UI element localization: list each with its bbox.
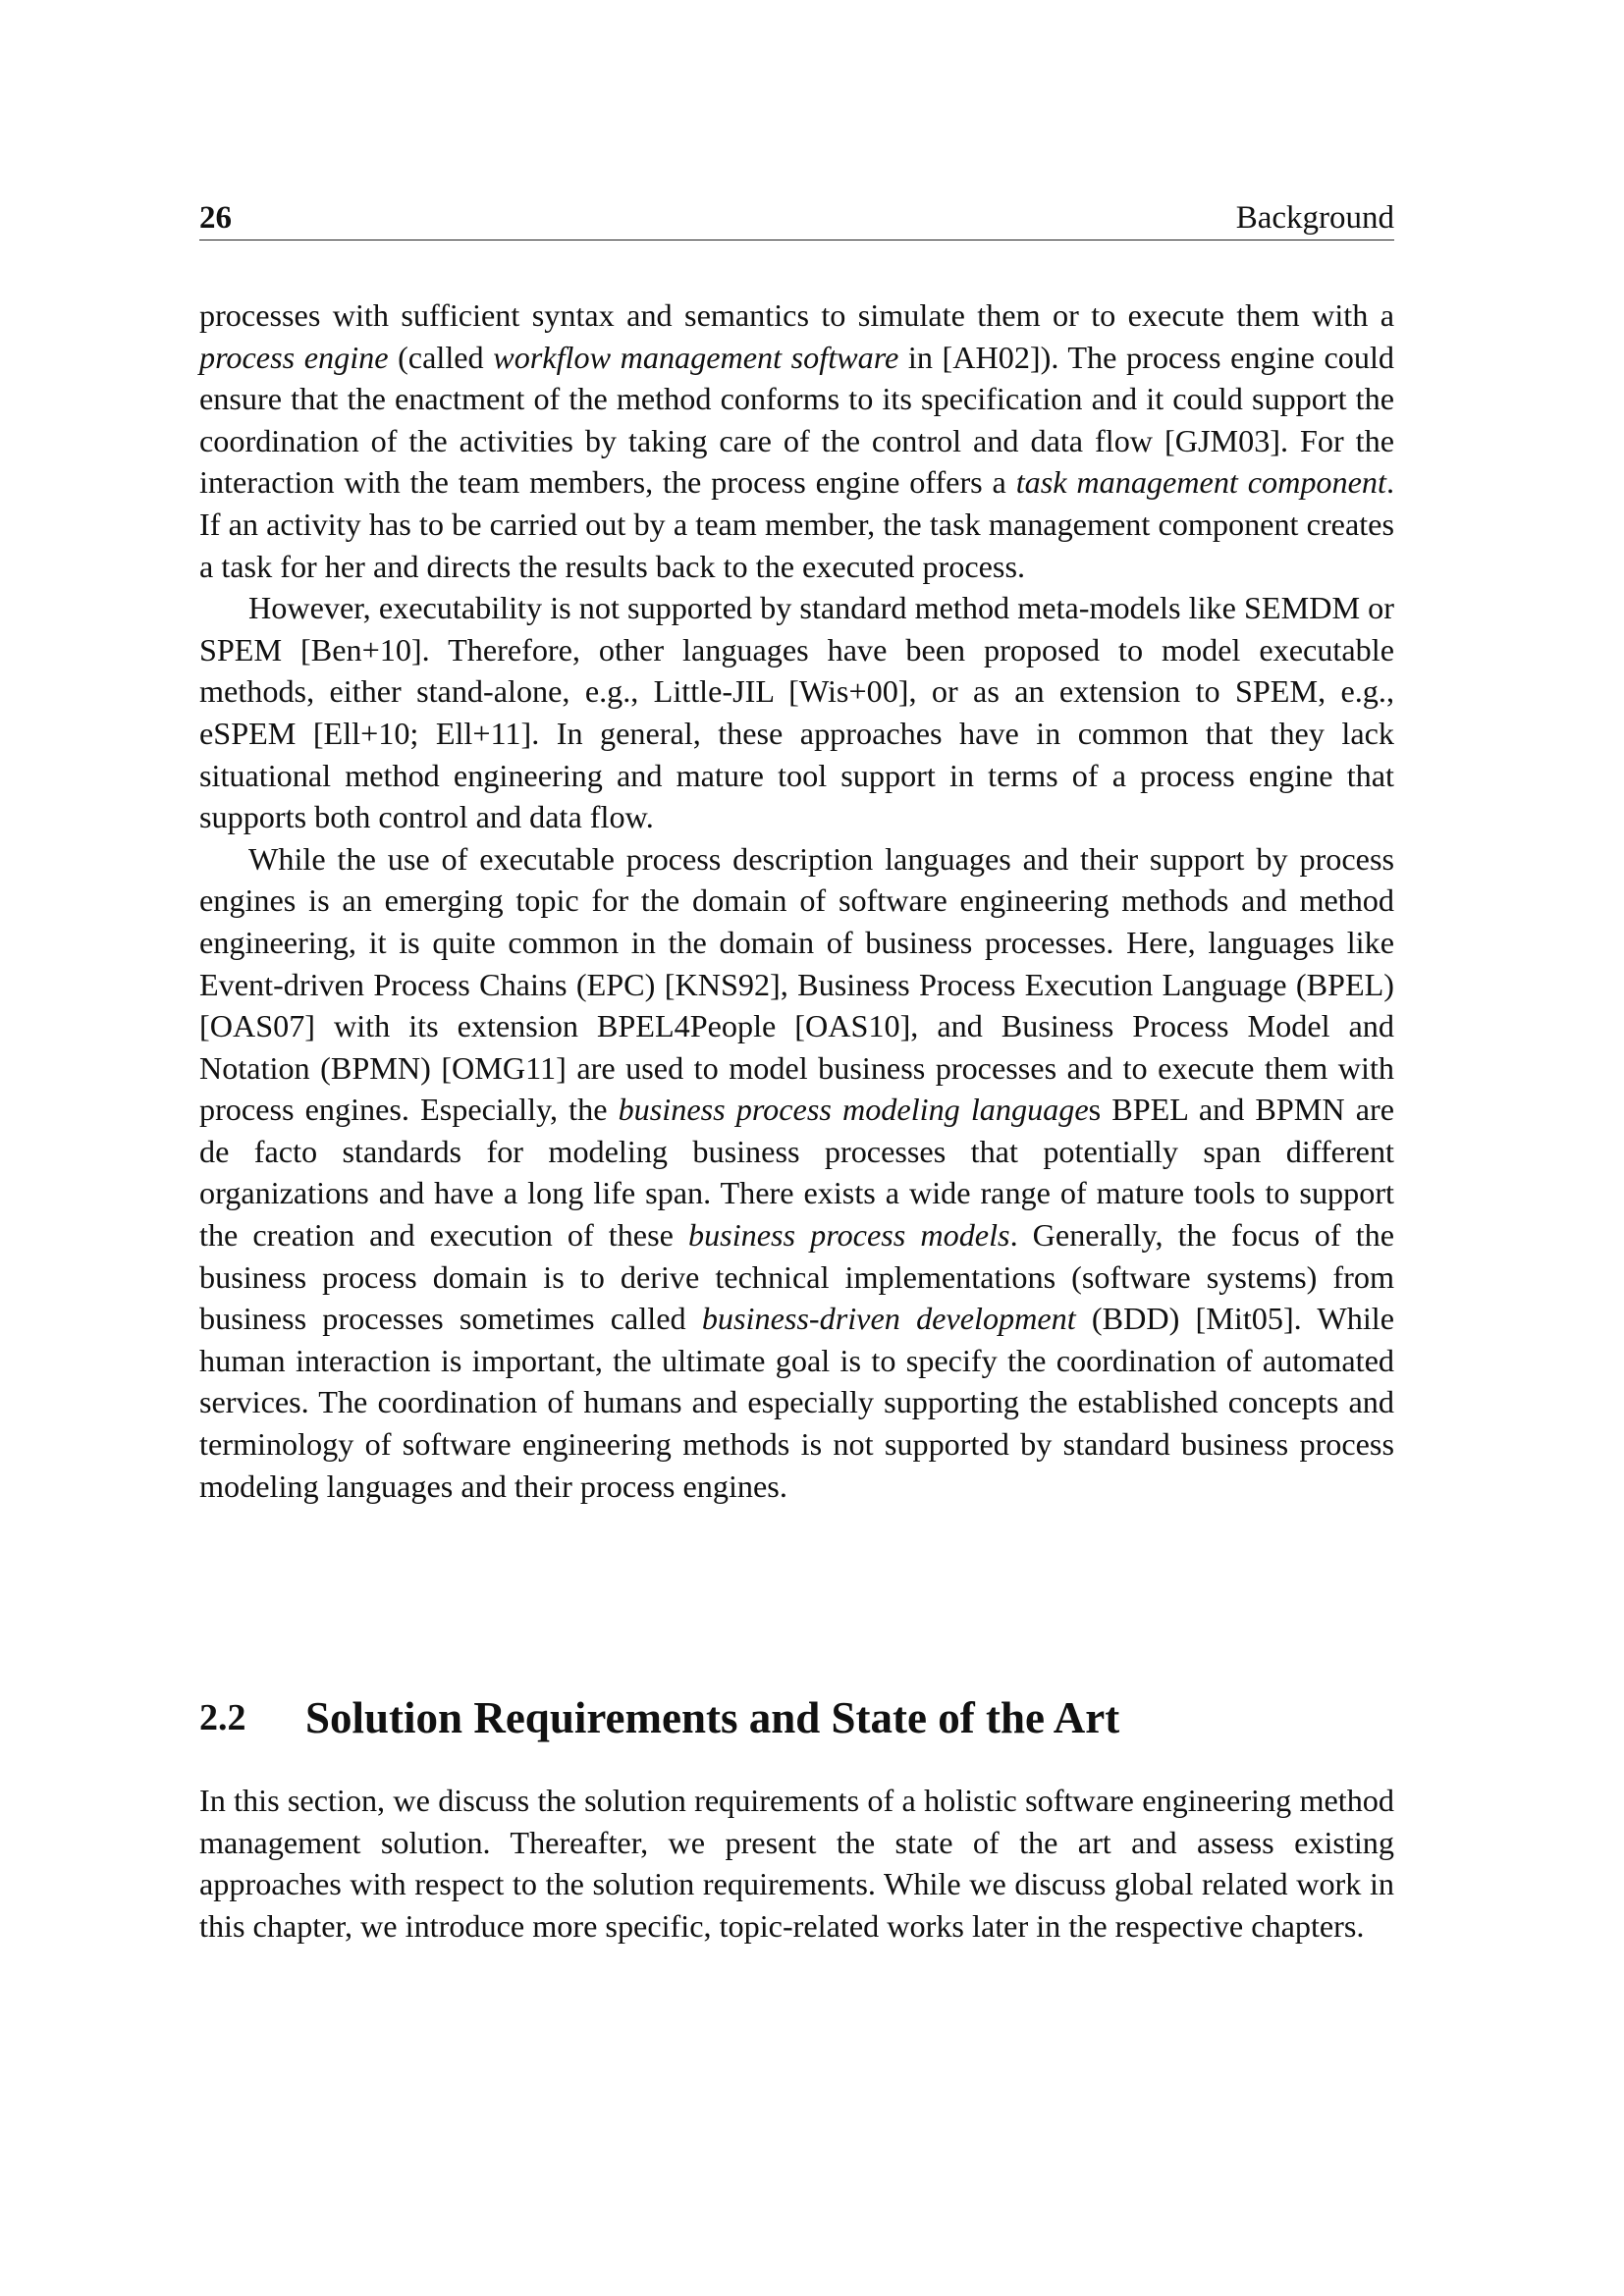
section-title: Solution Requirements and State of the Art xyxy=(305,1693,1120,1742)
text-run: However, executability is not supported by standard method meta-models like SEMDM or SPEM [Ben+10]. Therefore, other languages have been proposed to model executable methods, either stand-alone, e.g., Little-JIL [Wis+00], or as an extension to SPEM, e.g., eSPEM [Ell+10; Ell+11]. In general, these approaches have in common that they lack situational method engineering and mature tool support in terms of a process engine that supports both control and data flow. xyxy=(199,590,1394,835)
emphasized-term: task management component xyxy=(1015,464,1386,501)
emphasized-term: process engine xyxy=(199,339,389,375)
text-run: . Generally, the focus of the business process domain is to derive technical implementations (software systems) from business processes sometimes called xyxy=(199,1217,1395,1337)
body-text-before-section xyxy=(199,294,1394,1507)
paragraph xyxy=(199,587,1394,838)
text-run: (BDD) [Mit05]. While human interaction is important, the ultimate goal is to specify the coordination of automated services. The coordination of humans and especially supporting the established concepts and terminology of software engineering methods is not supported by standard business process modeling languages and their process engines. xyxy=(199,1301,1394,1504)
paragraph xyxy=(199,294,1394,587)
text-run: s BPEL and BPMN are de facto standards for modeling business processes that potentially span different organizations and have a long life span. There exists a wide range of mature tools to support the creation and execution of these xyxy=(199,1092,1394,1254)
text-run: . If an activity has to be carried out by a team member, the task management component creates a task for her and directs the results back to the executed process. xyxy=(199,464,1394,584)
section-number: 2.2 xyxy=(199,1697,246,1738)
emphasized-term: business process modeling language xyxy=(618,1092,1089,1128)
text-run: processes with sufficient syntax and semantics to simulate them or to execute them with a xyxy=(199,297,1394,333)
body-text-after-section xyxy=(199,1780,1394,1947)
chapter-title: Background xyxy=(1235,200,1394,236)
page-number: 26 xyxy=(199,200,232,236)
emphasized-term: workflow management software xyxy=(493,339,899,375)
text-run: (called xyxy=(388,339,494,375)
text-run: in [AH02]). The process engine could ensure that the enactment of the method conforms to its specification and it could support the coordination of the activities by taking care of the control and data flow [GJM03]. For the interaction with the team members, the process engine offers a xyxy=(199,339,1394,501)
text-run: While the use of executable process description languages and their support by process engines is an emerging topic for the domain of software engineering methods and method engineering, it is quite common in the domain of business processes. Here, languages like Event-driven Process Chains (EPC) [KNS92], Business Process Execution Language (BPEL) [OAS07] with its extension BPEL4People [OAS10], and Business Process Model and Notation (BPMN) [OMG11] are used to model business processes and to execute them with process engines. Especially, the xyxy=(199,840,1394,1128)
running-head xyxy=(199,196,1394,240)
section-heading xyxy=(199,1690,1394,1745)
emphasized-term: business-driven development xyxy=(701,1301,1076,1337)
paragraph xyxy=(199,1780,1394,1947)
emphasized-term: business process models xyxy=(687,1217,1010,1254)
text-run: In this section, we discuss the solution requirements of a holistic software engineering method management solution. Thereafter, we present the state of the art and assess existing approaches with respect to the solution requirements. While we discuss global related work in this chapter, we introduce more specific, topic-related works later in the respective chapters. xyxy=(199,1783,1394,1944)
paragraph xyxy=(199,838,1394,1508)
